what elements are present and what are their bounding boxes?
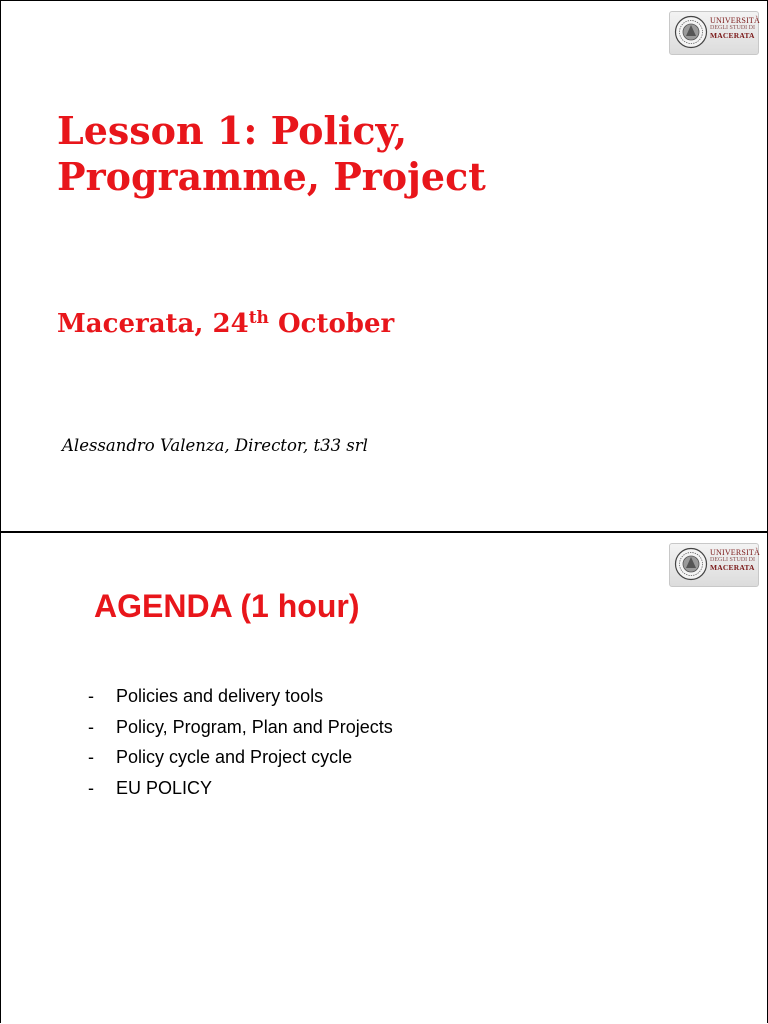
author-line: Alessandro Valenza, Director, t33 srl	[62, 436, 368, 455]
logo-line-3: MACERATA	[710, 562, 755, 572]
lesson-date	[57, 308, 394, 339]
agenda-item	[88, 776, 393, 807]
agenda-item	[88, 684, 393, 715]
agenda-title: AGENDA (1 hour)	[94, 588, 360, 624]
seal-icon	[674, 546, 708, 582]
agenda-item-text: Policy, Program, Plan and Projects	[116, 716, 393, 737]
logo-line-1: UNIVERSITÀ	[710, 16, 760, 25]
bullet-marker: -	[88, 716, 94, 737]
lesson-title	[57, 108, 486, 199]
agenda-list	[88, 684, 393, 806]
bullet-marker: -	[88, 686, 94, 706]
agenda-item-text: EU POLICY	[116, 777, 213, 798]
agenda-item-text: Policy cycle and Project cycle	[116, 747, 353, 767]
logo-line-2: DEGLI STUDI DI	[710, 557, 755, 564]
lesson-title-line-2: Programme, Project	[57, 153, 486, 199]
university-logo	[669, 543, 759, 587]
logo-line-1: UNIVERSITÀ	[710, 548, 760, 557]
university-logo	[669, 11, 759, 55]
logo-line-2: DEGLI STUDI DI	[710, 25, 755, 32]
lesson-date-main: Macerata, 24	[57, 309, 249, 339]
lesson-date-ordinal: th	[248, 308, 269, 328]
agenda-item-text: Policies and delivery tools	[116, 686, 324, 706]
logo-line-3: MACERATA	[710, 30, 755, 40]
bullet-marker: -	[88, 747, 94, 767]
seal-icon	[674, 14, 708, 50]
agenda-item	[88, 715, 393, 746]
lesson-title-line-1: Lesson 1: Policy,	[57, 108, 408, 153]
agenda-item	[88, 745, 393, 776]
bullet-marker: -	[88, 777, 94, 798]
lesson-date-month: October	[268, 309, 395, 339]
